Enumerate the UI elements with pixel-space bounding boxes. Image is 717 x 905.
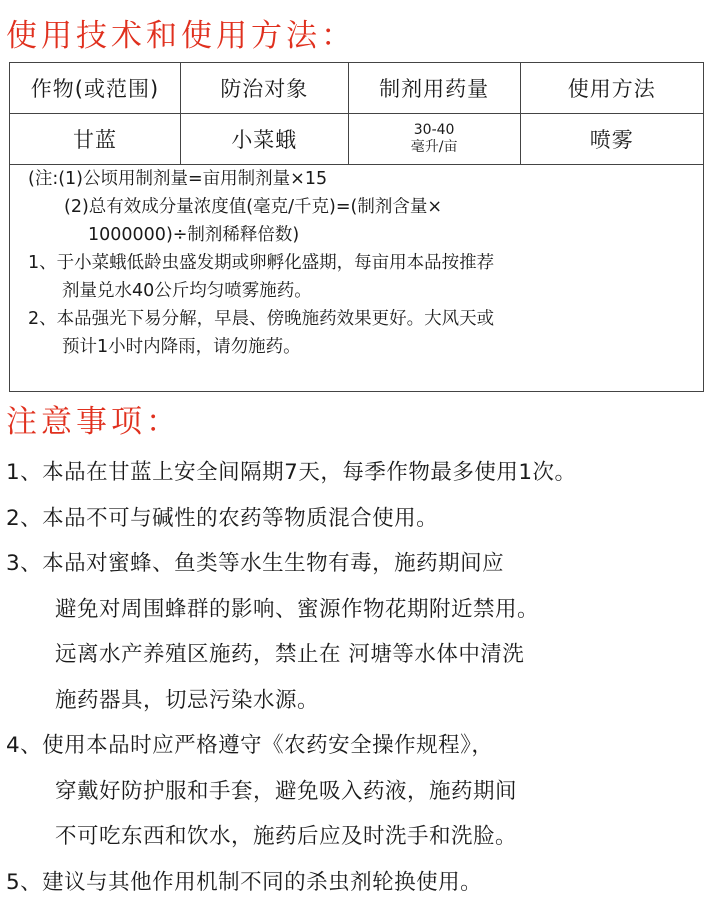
usage-box (9, 62, 704, 392)
note-line: (注:(1)公顷用制剂量=亩用制剂量×15 (28, 165, 717, 193)
note-line: 剂量兑水40公斤均匀喷雾施药。 (62, 277, 717, 305)
precaution-line: 4、使用本品时应严格遵守《农药安全操作规程》， (6, 723, 577, 769)
table-row (10, 114, 703, 165)
header-method: 使用方法 (520, 63, 703, 114)
dose-unit: 毫升/亩 (349, 139, 520, 156)
precaution-line: 远离水产养殖区施药，禁止在 河塘等水体中清洗 (55, 632, 626, 678)
header-dose: 制剂用药量 (348, 63, 520, 114)
precaution-line: 5、建议与其他作用机制不同的杀虫剂轮换使用。 (6, 860, 577, 905)
note-line: 1000000)÷制剂稀释倍数) (88, 221, 717, 249)
cell-method: 喷雾 (520, 114, 703, 165)
note-line: 预计1小时内降雨，请勿施药。 (62, 333, 717, 361)
header-target: 防治对象 (180, 63, 348, 114)
cell-crop: 甘蓝 (10, 114, 180, 165)
precaution-line: 避免对周围蜂群的影响、蜜源作物花期附近禁用。 (55, 587, 626, 633)
usage-table (10, 63, 703, 165)
precaution-line: 1、本品在甘蓝上安全间隔期7天，每季作物最多使用1次。 (6, 450, 577, 496)
usage-notes (10, 165, 703, 361)
precautions-heading: 注意事项： (6, 396, 181, 441)
note-line: (2)总有效成分量浓度值(毫克/千克)=(制剂含量× (64, 193, 717, 221)
table-header-row (10, 63, 703, 114)
cell-target: 小菜蛾 (180, 114, 348, 165)
cell-dose (348, 114, 520, 165)
precautions-list (6, 450, 577, 905)
dose-value: 30-40 (349, 122, 520, 139)
precaution-line: 2、本品不可与碱性的农药等物质混合使用。 (6, 496, 577, 542)
precaution-line: 不可吃东西和饮水，施药后应及时洗手和洗脸。 (55, 814, 626, 860)
header-crop: 作物(或范围) (10, 63, 180, 114)
precaution-line: 施药器具，切忌污染水源。 (55, 678, 626, 724)
precaution-line: 穿戴好防护服和手套，避免吸入药液，施药期间 (55, 769, 626, 815)
usage-heading: 使用技术和使用方法： (6, 10, 356, 55)
note-line: 2、本品强光下易分解，早晨、傍晚施药效果更好。大风天或 (28, 305, 717, 333)
precaution-line: 3、本品对蜜蜂、鱼类等水生生物有毒，施药期间应 (6, 541, 577, 587)
note-line: 1、于小菜蛾低龄虫盛发期或卵孵化盛期，每亩用本品按推荐 (28, 249, 717, 277)
